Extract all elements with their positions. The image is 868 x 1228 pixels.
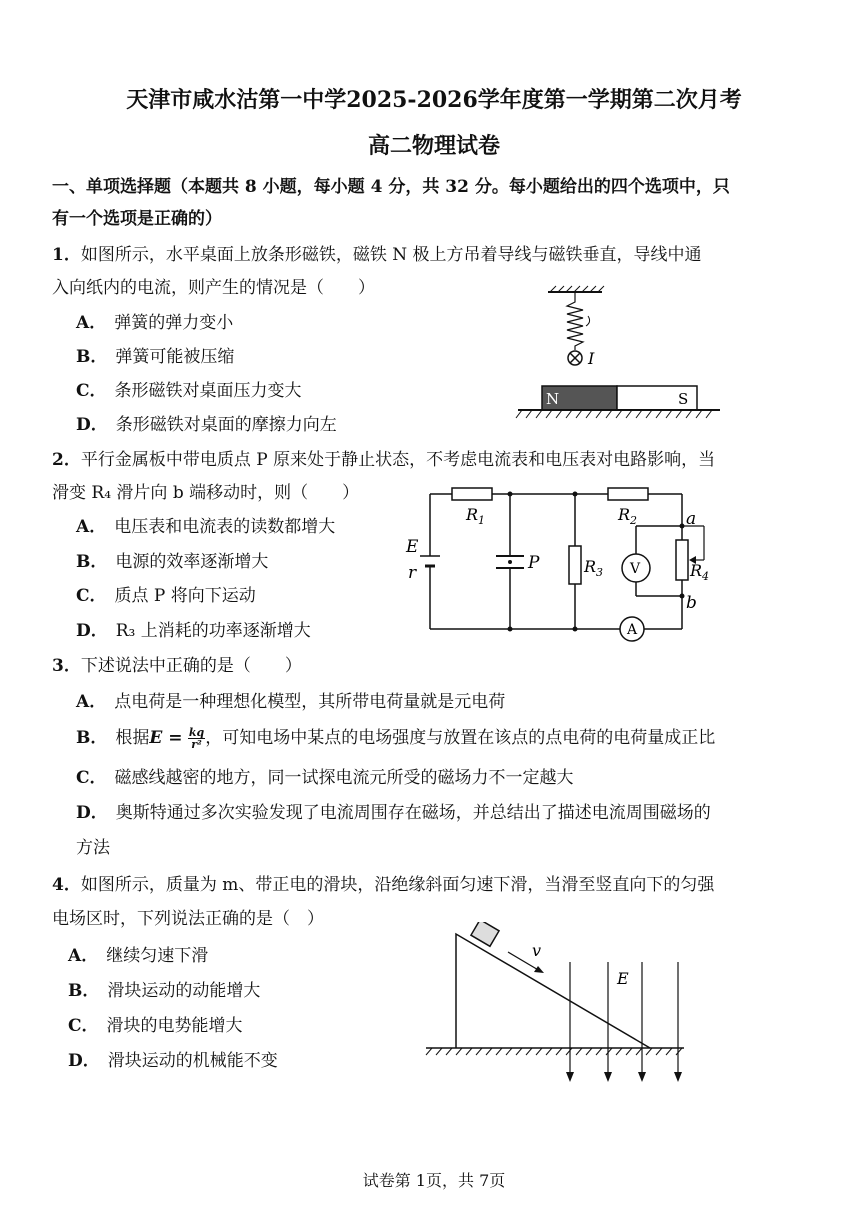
- q2-option-b: [76, 551, 268, 573]
- option-text: 弹簧可能被压缩: [115, 347, 235, 367]
- option-letter: D．: [76, 415, 108, 435]
- option-letter: C．: [68, 1016, 99, 1036]
- q2-option-c: [76, 585, 256, 607]
- resistor-r3: [569, 546, 581, 584]
- option-text: 继续匀速下滑: [106, 946, 209, 966]
- q1-stem-line2: 入向纸内的电流，则产生的情况是（ ）: [52, 278, 375, 298]
- formula-numerator: kq: [188, 726, 205, 739]
- q3-option-d: [76, 802, 711, 824]
- formula-fraction: [188, 727, 205, 750]
- svg-text:V: V: [630, 561, 641, 577]
- q3-number: 3．: [52, 656, 81, 676]
- svg-text:N: N: [546, 390, 560, 408]
- q4-incline-figure: [422, 922, 692, 1087]
- option-text: 电源的效率逐渐增大: [115, 552, 269, 572]
- velocity-arrow-icon: [534, 966, 544, 973]
- q3-stem: [52, 655, 302, 677]
- option-letter: B．: [76, 552, 108, 572]
- option-text: 弹簧的弹力变小: [114, 313, 234, 333]
- option-letter: D．: [76, 621, 108, 641]
- exam-subtitle: 高二物理试卷: [367, 133, 500, 159]
- resistor-r1: [452, 488, 492, 500]
- section-heading-line2: 有一个选项是正确的）: [52, 209, 222, 229]
- option-text: 磁感线越密的地方，同一试探电流元所受的磁场力不一定越大: [114, 768, 574, 788]
- q2-stem-line2: 滑变 R₄ 滑片向 b 端移动时，则（ ）: [52, 483, 360, 503]
- svg-text:R4: $R_4$: [690, 561, 710, 583]
- formula-lhs: E =: [149, 728, 183, 748]
- slider-block: [471, 922, 499, 946]
- option-letter: B．: [68, 981, 100, 1001]
- option-letter: D．: [68, 1051, 100, 1071]
- q4-option-d: [68, 1050, 278, 1072]
- q2-number: 2．: [52, 450, 81, 470]
- option-letter: A．: [68, 946, 99, 966]
- q2-stem-line1: [52, 449, 715, 471]
- charged-particle-p: [508, 560, 512, 564]
- option-letter: B．: [76, 347, 108, 367]
- q2-circuit-figure: [400, 484, 730, 644]
- q1-stem-line1: [52, 244, 702, 266]
- svg-text:R3: $R_3$: [584, 557, 604, 579]
- q4-option-c: [68, 1015, 243, 1037]
- option-text: 质点 P 将向下运动: [114, 586, 256, 606]
- option-letter: A．: [76, 692, 107, 712]
- q3-option-b: [76, 727, 715, 750]
- option-letter: B．: [76, 728, 108, 748]
- q1-magnet-figure: [510, 284, 740, 424]
- page-footer: 试卷第 1页，共 7页: [362, 1171, 506, 1190]
- svg-text:E: E: [617, 969, 629, 988]
- svg-text:P: P: [528, 553, 540, 573]
- option-text: 点电荷是一种理想化模型，其所带电荷量就是元电荷: [114, 692, 506, 712]
- q1-number: 1．: [52, 245, 81, 265]
- field-arrow-icon: [604, 1072, 612, 1082]
- q1-option-c: [76, 380, 302, 402]
- q4-option-a: [68, 945, 208, 967]
- option-letter: A．: [76, 517, 107, 537]
- option-letter: C．: [76, 586, 107, 606]
- svg-text:r: r: [408, 563, 417, 583]
- svg-text:R2: $R_2$: [618, 505, 638, 527]
- q3-option-d-line2: 方法: [76, 838, 110, 858]
- current-label: I: [588, 349, 595, 368]
- exam-title: 天津市咸水沽第一中学2025-2026学年度第一学期第二次月考: [126, 87, 742, 113]
- q1-option-a: [76, 312, 233, 334]
- q1-option-b: [76, 346, 234, 368]
- q4-stem-line2: 电场区时，下列说法正确的是（ ）: [52, 909, 324, 929]
- option-text-pre: 根据: [115, 728, 150, 748]
- field-arrow-icon: [674, 1072, 682, 1082]
- q2-option-a: [76, 516, 335, 538]
- q3-option-a: [76, 691, 505, 713]
- resistor-r4: [676, 540, 688, 580]
- svg-text:S: S: [678, 390, 689, 408]
- spring: [567, 292, 583, 350]
- option-text: 电压表和电流表的读数都增大: [114, 517, 336, 537]
- svg-text:v: v: [532, 941, 542, 960]
- q2-option-d: [76, 620, 311, 642]
- option-text: 滑块运动的机械能不变: [107, 1051, 278, 1071]
- option-letter: A．: [76, 313, 107, 333]
- q4-option-b: [68, 980, 260, 1002]
- q4-number: 4．: [52, 875, 81, 895]
- option-letter: C．: [76, 381, 107, 401]
- field-arrow-icon: [638, 1072, 646, 1082]
- q4-stem-text1: 如图所示，质量为 m、带正电的滑块，沿绝缘斜面匀速下滑，当滑至竖直向下的匀强: [80, 875, 715, 895]
- incline: [456, 934, 650, 1048]
- option-letter: C．: [76, 768, 107, 788]
- option-text-line1: 奥斯特通过多次实验发现了电流周围存在磁场，并总结出了描述电流周围磁场的: [115, 803, 711, 823]
- formula-denominator: r²: [191, 738, 202, 751]
- option-text: 条形磁铁对桌面的摩擦力向左: [115, 415, 337, 435]
- q2-stem-text1: 平行金属板中带电质点 P 原来处于静止状态，不考虑电流表和电压表对电路影响，当: [80, 450, 716, 470]
- svg-text:E: E: [406, 537, 419, 557]
- q1-stem-text1: 如图所示，水平桌面上放条形磁铁，磁铁 N 极上方吊着导线与磁铁垂直，导线中通: [80, 245, 702, 265]
- svg-text:A: A: [627, 622, 638, 638]
- option-text: R₃ 上消耗的功率逐渐增大: [115, 621, 311, 641]
- q3-stem-text: 下述说法中正确的是（ ）: [80, 656, 302, 676]
- field-arrow-icon: [566, 1072, 574, 1082]
- q3-option-c: [76, 767, 574, 789]
- svg-text:a: a: [686, 509, 697, 529]
- q1-option-d: [76, 414, 337, 436]
- section-heading-line1: 一、单项选择题（本题共 8 小题，每小题 4 分，共 32 分。每小题给出的四个选项中，只: [52, 177, 730, 197]
- q4-stem-line1: [52, 874, 714, 896]
- option-letter: D．: [76, 803, 108, 823]
- svg-text:b: b: [686, 593, 697, 613]
- svg-text:R1: $R_1$: [466, 505, 486, 527]
- option-text: 条形磁铁对桌面压力变大: [114, 381, 302, 401]
- option-text: 滑块运动的动能增大: [107, 981, 261, 1001]
- option-text-post: ，可知电场中某点的电场强度与放置在该点的点电荷的电荷量成正比: [205, 728, 716, 748]
- option-text: 滑块的电势能增大: [106, 1016, 243, 1036]
- resistor-r2: [608, 488, 648, 500]
